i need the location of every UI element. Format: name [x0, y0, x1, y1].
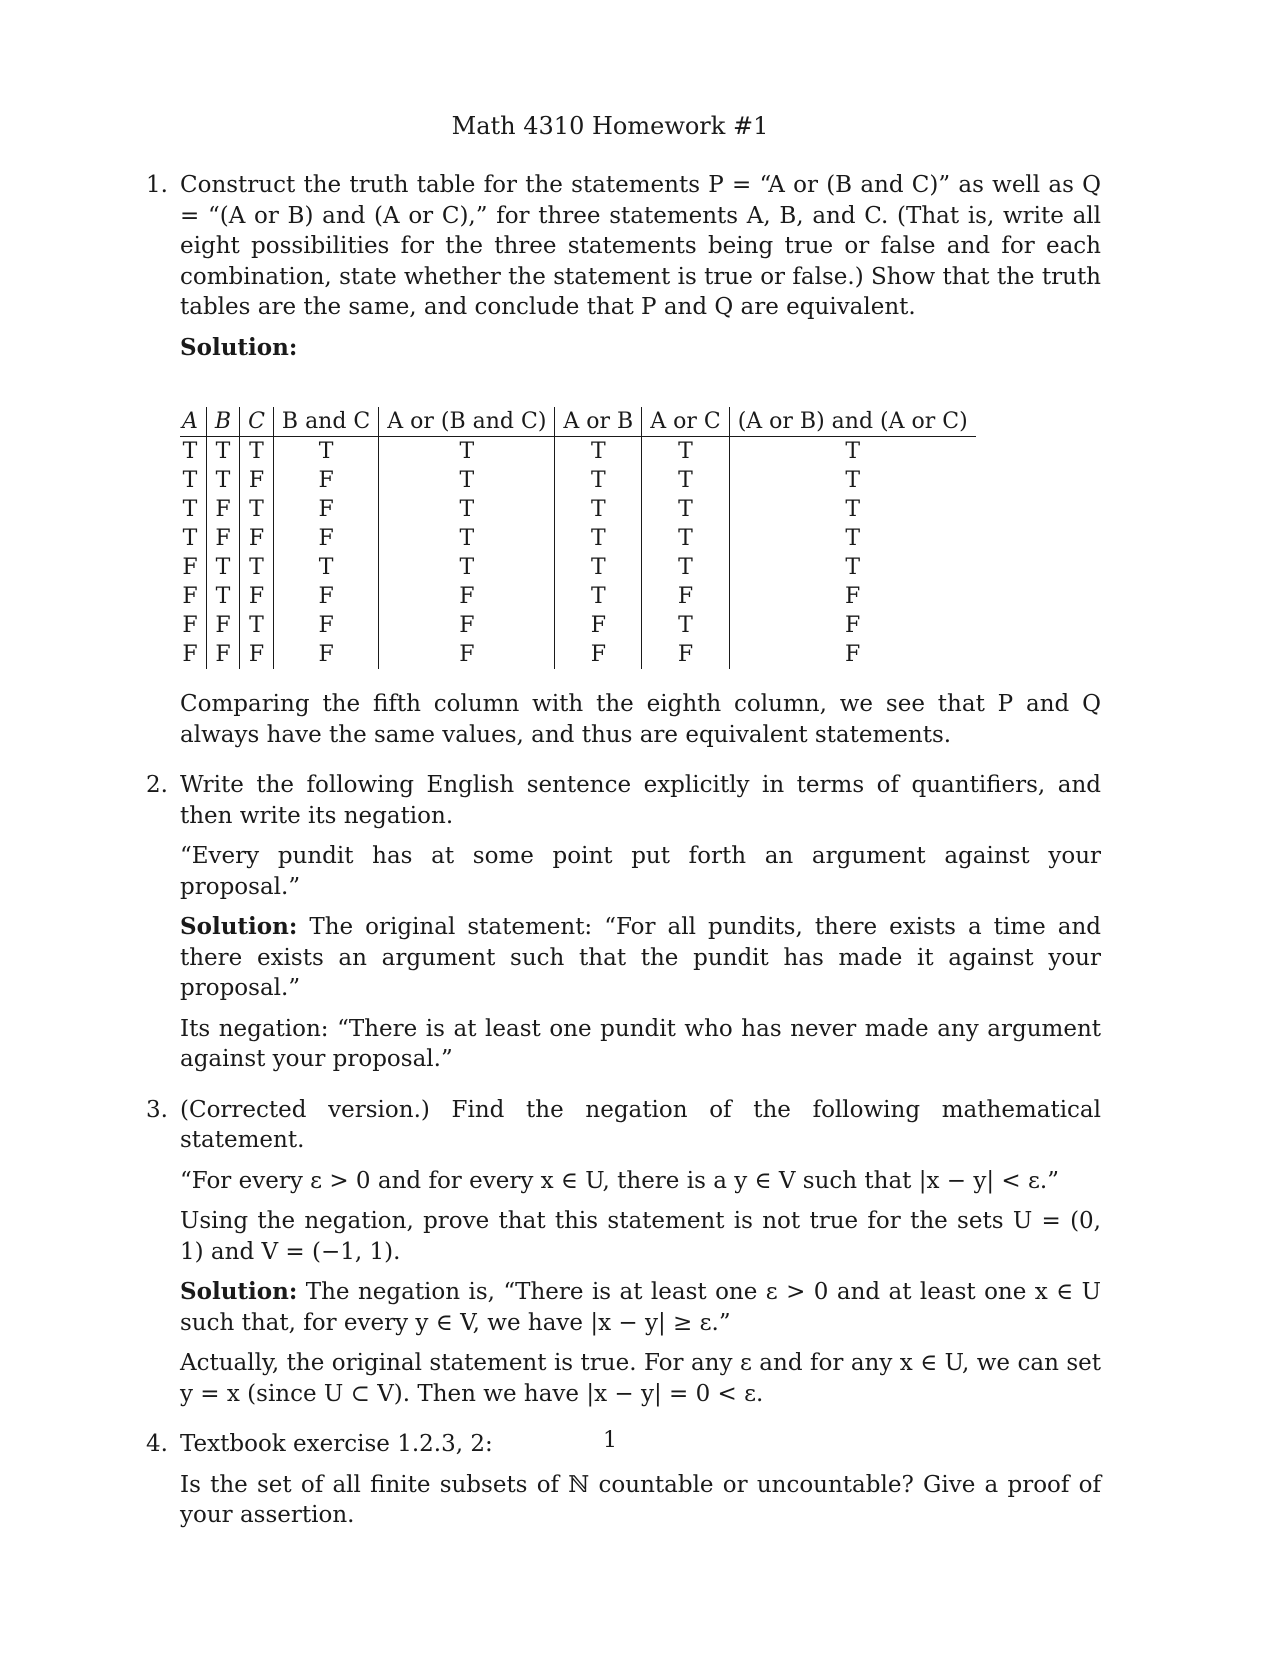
truth-table-cell: T	[180, 495, 206, 524]
problem-list	[146, 170, 1101, 1531]
truth-table-cell: T	[240, 437, 274, 467]
negation-text: Its negation: “There is at least one pundit who has never made any argument against your proposal.”	[180, 1015, 1101, 1072]
problem-number: 1.	[146, 172, 168, 198]
truth-table-cell: F	[180, 640, 206, 669]
truth-table-cell: T	[206, 553, 239, 582]
truth-table-row	[180, 582, 976, 611]
truth-table-cell: T	[845, 555, 861, 580]
truth-table-cell: T	[240, 553, 274, 582]
col-header: A or B	[555, 407, 642, 437]
solution-text: The original statement: “For all pundits, there exists a time and there exists an argument such that the pundit has made it against your proposal.”	[180, 914, 1101, 1001]
truth-table-cell: F	[180, 611, 206, 640]
truth-table-cell: F	[555, 640, 642, 669]
truth-table-cell: T	[379, 495, 555, 524]
truth-table-cell: F	[845, 613, 861, 638]
truth-table-cell: T	[379, 437, 555, 467]
page-number: 1	[603, 1428, 617, 1453]
truth-table-cell: T	[206, 466, 239, 495]
page-title: Math 4310 Homework #1	[451, 112, 769, 140]
truth-table-cell: T	[642, 553, 729, 582]
truth-table-cell: T	[642, 437, 729, 467]
truth-table-cell: F	[240, 582, 274, 611]
col-header: A	[180, 407, 206, 437]
truth-table-row	[180, 495, 976, 524]
truth-table-cell: T	[180, 524, 206, 553]
problem-statement: Write the following English sentence explicitly in terms of quantifiers, and then write its negation.	[180, 772, 1101, 829]
truth-table-cell: F	[845, 642, 861, 667]
truth-table-cell: F	[206, 524, 239, 553]
problem-number: 4.	[146, 1431, 168, 1457]
truth-table-row	[180, 640, 976, 669]
truth-table-cell: F	[180, 582, 206, 611]
truth-table-body	[180, 437, 976, 670]
problem-3	[146, 1095, 1101, 1410]
truth-table-cell: T	[180, 437, 206, 467]
solution-label: Solution:	[180, 1278, 298, 1305]
truth-table-cell: F	[240, 524, 274, 553]
truth-table-cell: T	[555, 524, 642, 553]
problem-2	[146, 770, 1101, 1075]
truth-table-cell: F	[845, 584, 861, 609]
truth-table-cell: T	[642, 466, 729, 495]
truth-table-cell: F	[240, 640, 274, 669]
truth-table-cell: F	[240, 466, 274, 495]
truth-table-cell: F	[273, 466, 378, 495]
truth-table-cell: T	[642, 524, 729, 553]
truth-table-cell: F	[273, 495, 378, 524]
truth-table-cell: T	[180, 466, 206, 495]
solution-text: The negation is, “There is at least one ε > 0 and at least one x ∈ U such that, for every y ∈ V, we have |x − y| ≥ ε.”	[180, 1279, 1101, 1336]
truth-table-cell: T	[273, 437, 378, 467]
problem-statement: Textbook exercise 1.2.3, 2:	[180, 1431, 493, 1457]
truth-table-cell: T	[555, 437, 642, 467]
truth-table-cell: T	[642, 495, 729, 524]
truth-table-cell: F	[642, 640, 729, 669]
truth-table-cell: F	[180, 553, 206, 582]
truth-table-cell: F	[273, 611, 378, 640]
truth-table-cell: T	[555, 553, 642, 582]
truth-table-cell: F	[379, 611, 555, 640]
truth-table-row	[180, 466, 976, 495]
solution-label: Solution:	[180, 333, 298, 361]
document-content	[146, 170, 1101, 1551]
truth-table-cell: T	[845, 497, 861, 522]
truth-table-cell: F	[206, 611, 239, 640]
col-header: C	[240, 407, 274, 437]
col-header: B and C	[273, 407, 378, 437]
truth-table-cell: T	[379, 553, 555, 582]
truth-table-cell: F	[206, 640, 239, 669]
truth-table-row	[180, 553, 976, 582]
truth-table-cell: T	[273, 553, 378, 582]
truth-table-cell: T	[206, 582, 239, 611]
truth-table-cell: T	[845, 468, 861, 493]
problem-quote: “Every pundit has at some point put forth an argument against your proposal.”	[180, 843, 1101, 900]
truth-table	[180, 407, 976, 669]
truth-table-cell: T	[845, 526, 861, 551]
truth-table-cell: F	[273, 640, 378, 669]
truth-table-row	[180, 524, 976, 553]
truth-table-cell: T	[555, 466, 642, 495]
truth-table-cell: F	[273, 582, 378, 611]
problem-statement: Construct the truth table for the statements P = “A or (B and C)” as well as Q = “(A or B) and (A or C),” for three statements A, B, and C. (That is, write all eight possibilities for the three statements being true or false and for each combination, state whether the statement is true or false.) Show that the truth tables are the same, and conclude that P and Q are equivalent.	[180, 172, 1101, 320]
conclusion: Comparing the fifth column with the eighth column, we see that P and Q always have the same values, and thus are equivalent statements.	[180, 691, 1101, 748]
truth-table-cell: T	[240, 611, 274, 640]
problem-task: Using the negation, prove that this statement is not true for the sets U = (0, 1) and V = (−1, 1).	[180, 1208, 1101, 1265]
truth-table-cell: T	[379, 524, 555, 553]
solution-paragraph	[180, 912, 1101, 1004]
truth-table-cell: F	[273, 524, 378, 553]
truth-table-cell: T	[845, 439, 861, 464]
truth-table-cell: F	[206, 495, 239, 524]
problem-question: Is the set of all finite subsets of ℕ countable or uncountable? Give a proof of your assertion.	[180, 1471, 1101, 1528]
truth-table-cell: T	[642, 611, 729, 640]
truth-table-cell: F	[379, 582, 555, 611]
solution-remark: Actually, the original statement is true. For any ε and for any x ∈ U, we can set y = x (since U ⊂ V). Then we have |x − y| = 0 < ε.	[180, 1350, 1101, 1407]
truth-table-cell: T	[555, 582, 642, 611]
problem-1	[146, 170, 1101, 750]
truth-table-cell: T	[555, 495, 642, 524]
solution-label: Solution:	[180, 913, 298, 940]
truth-table-header	[180, 407, 976, 437]
truth-table-cell: F	[642, 582, 729, 611]
col-header: B	[206, 407, 239, 437]
problem-quote: “For every ε > 0 and for every x ∈ U, there is a y ∈ V such that |x − y| < ε.”	[180, 1167, 1059, 1194]
col-header: (A or B) and (A or C)	[729, 407, 975, 437]
truth-table-cell: T	[240, 495, 274, 524]
problem-statement: (Corrected version.) Find the negation of the following mathematical statement.	[180, 1096, 1101, 1153]
problem-number: 2.	[146, 772, 168, 798]
col-header: A or C	[642, 407, 729, 437]
col-header: A or (B and C)	[379, 407, 555, 437]
solution-paragraph	[180, 1277, 1101, 1338]
truth-table-cell: T	[206, 437, 239, 467]
truth-table-cell: F	[555, 611, 642, 640]
problem-number: 3.	[146, 1096, 168, 1123]
truth-table-row	[180, 611, 976, 640]
truth-table-cell: F	[379, 640, 555, 669]
truth-table-cell: T	[379, 466, 555, 495]
truth-table-row	[180, 437, 976, 467]
